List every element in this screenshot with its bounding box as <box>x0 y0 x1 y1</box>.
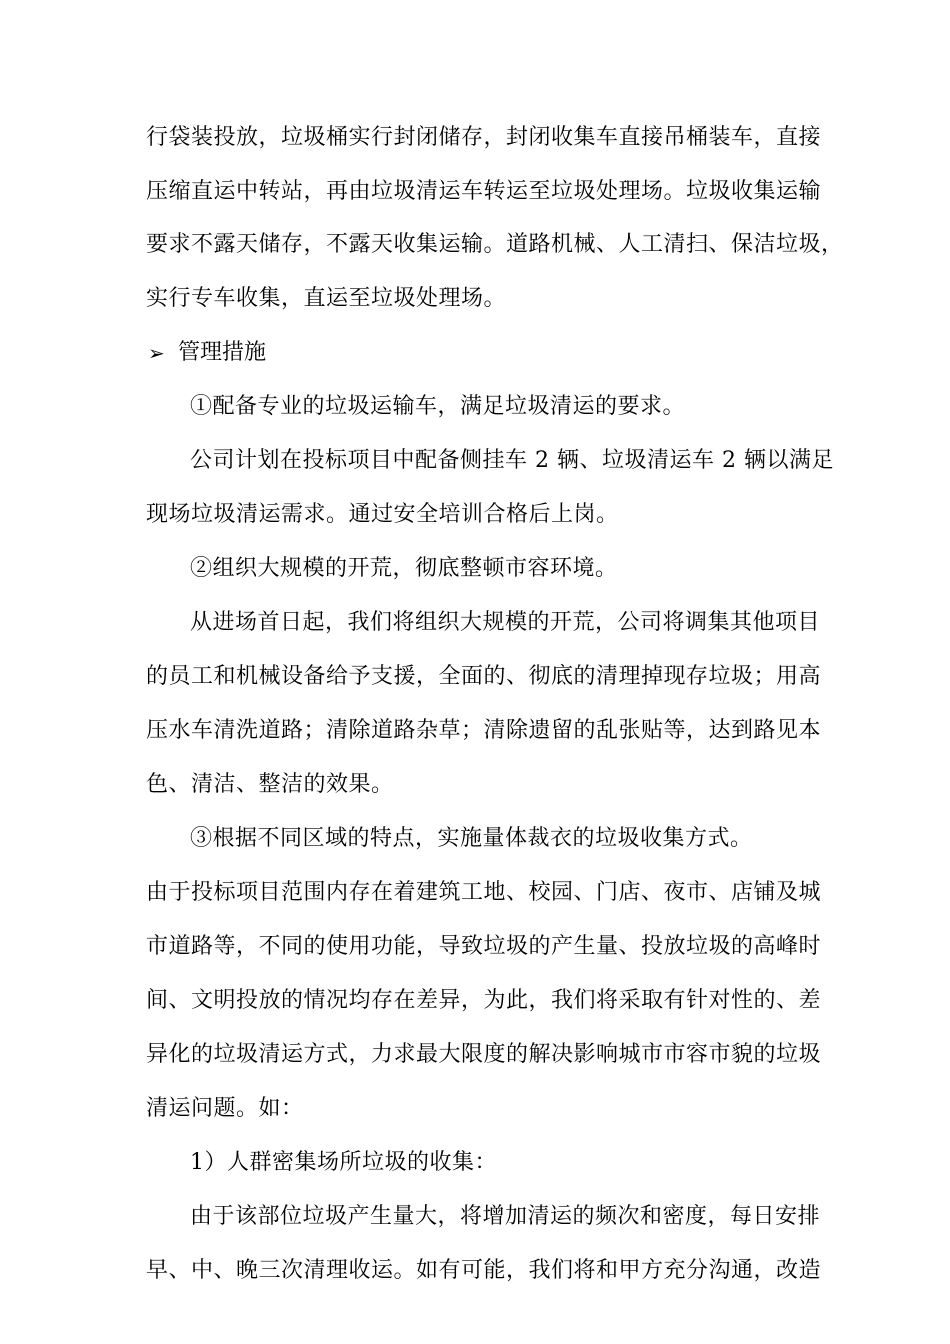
paragraph-line: 色、清洁、整洁的效果。 <box>146 772 394 797</box>
paragraph-line: 现场垃圾清运需求。通过安全培训合格后上岗。 <box>146 502 619 527</box>
section-heading: 管理措施 <box>178 340 267 365</box>
paragraph-line: 行袋装投放，垃圾桶实行封闭储存，封闭收集车直接吊桶装车，直接 <box>146 125 822 150</box>
paragraph-line: 早、中、晚三次清理收运。如有可能，我们将和甲方充分沟通，改造 <box>146 1258 822 1283</box>
item-heading: ①配备专业的垃圾运输车，满足垃圾清运的要求。 <box>190 394 686 419</box>
paragraph-line: 由于该部位垃圾产生量大，将增加清运的频次和密度，每日安排 <box>190 1204 821 1229</box>
paragraph-line: 间、文明投放的情况均存在差异，为此，我们将采取有针对性的、差 <box>146 988 822 1013</box>
item-heading: ②组织大规模的开荒，彻底整顿市容环境。 <box>190 556 618 581</box>
paragraph-line: 的员工和机械设备给予支援，全面的、彻底的清理掉现存垃圾；用高 <box>146 664 822 689</box>
paragraph-line: 从进场首日起，我们将组织大规模的开荒，公司将调集其他项目 <box>190 610 821 635</box>
paragraph-line: 压水车清洗道路；清除道路杂草；清除遗留的乱张贴等，达到路见本 <box>146 718 822 743</box>
arrow-bullet-icon: ➢ <box>148 341 165 365</box>
paragraph-line: 要求不露天储存，不露天收集运输。道路机械、人工清扫、保洁垃圾， <box>146 232 844 257</box>
sub-heading: 1）人群密集场所垃圾的收集： <box>190 1150 497 1175</box>
paragraph-line: 实行专车收集，直运至垃圾处理场。 <box>146 286 507 311</box>
paragraph-line: 压缩直运中转站，再由垃圾清运车转运至垃圾处理场。垃圾收集运输 <box>146 179 822 204</box>
paragraph-line: 由于投标项目范围内存在着建筑工地、校园、门店、夜市、店铺及城 <box>146 880 822 905</box>
item-heading: ③根据不同区域的特点，实施量体裁衣的垃圾收集方式。 <box>190 826 753 851</box>
paragraph-line: 市道路等，不同的使用功能，导致垃圾的产生量、投放垃圾的高峰时 <box>146 934 822 959</box>
paragraph-line: 清运问题。如： <box>146 1096 304 1121</box>
paragraph-line: 异化的垃圾清运方式，力求最大限度的解决影响城市市容市貌的垃圾 <box>146 1042 822 1067</box>
paragraph-line: 公司计划在投标项目中配备侧挂车 2 辆、垃圾清运车 2 辆以满足 <box>190 448 834 473</box>
